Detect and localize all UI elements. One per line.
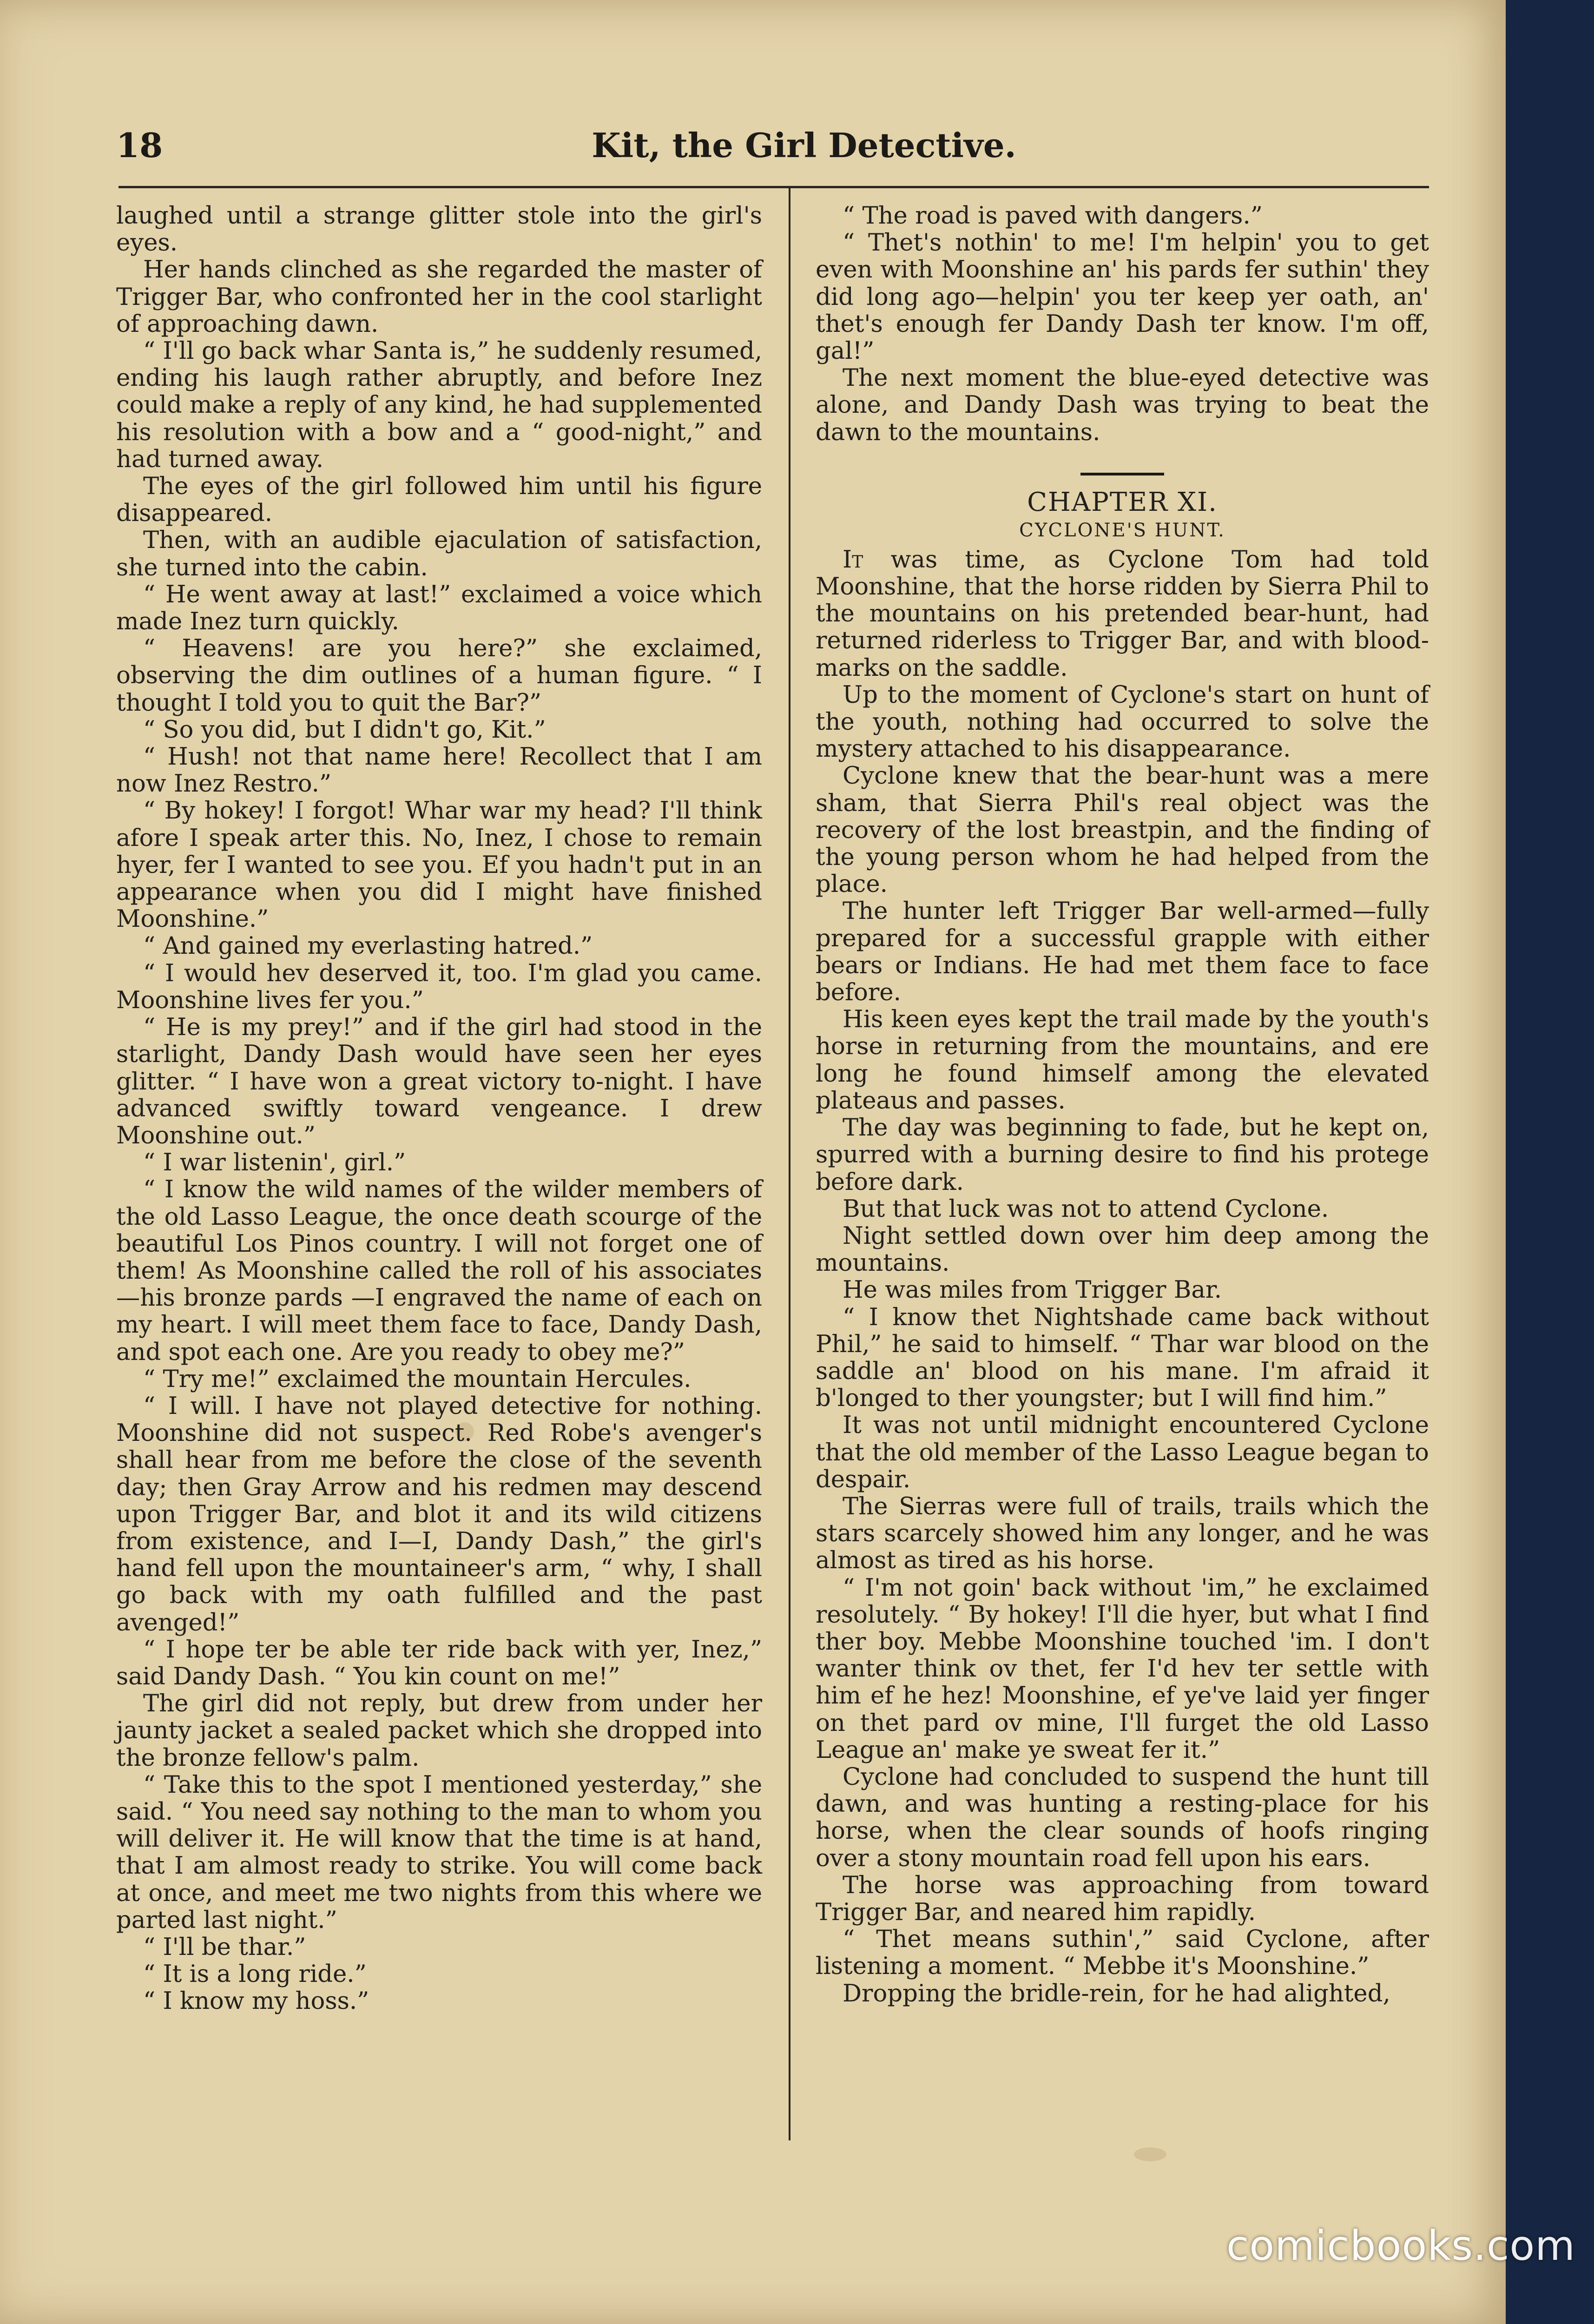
column-divider — [789, 188, 790, 2140]
paragraph: The girl did not reply, but drew from under her jaunty jacket a sealed packet which she dropped into the bronze fellow's palm. — [116, 1690, 762, 1772]
paragraph: His keen eyes kept the trail made by the youth's horse in returning from the mountains, and ere long he found himself among the elevated plateaus and passes. — [816, 1005, 1429, 1115]
paragraph: “ I know thet Nightshade came back without Phil,” he said to himself. “ Thar war blood on the saddle an' blood on his mane. I'm afraid it b'longed to ther youngster; but I will find him.” — [816, 1303, 1429, 1413]
paragraph: “ It is a long ride.” — [143, 1960, 367, 1988]
right-column — [816, 202, 1429, 2007]
paragraph: But that luck was not to attend Cyclone. — [843, 1195, 1329, 1223]
chapter-subtitle: CYCLONE'S HUNT. — [1019, 519, 1225, 541]
paragraph: Then, with an audible ejaculation of satisfaction, she turned into the cabin. — [116, 526, 762, 581]
paragraph: Her hands clinched as she regarded the master of Trigger Bar, who confronted her in the cool starlight of approaching dawn. — [116, 256, 762, 338]
paragraph: “ Thet means suthin',” said Cyclone, after listening a moment. “ Mebbe it's Moonshine.” — [816, 1925, 1429, 1981]
paragraph: “ Thet's nothin' to me! I'm helpin' you to get even with Moonshine an' his pards fer suthin' they did long ago—helpin' you ter keep yer oath, an' thet's enough fer Dandy Dash ter know. I'm off, gal!” — [816, 229, 1429, 365]
left-column — [116, 202, 762, 2015]
paragraph: Cyclone had concluded to suspend the hunt till dawn, and was hunting a resting-place for his horse, when the clear sounds of hoofs ringing over a stony mountain road fell upon his ears. — [816, 1763, 1429, 1872]
lead-text: was time, as Cyclone Tom had told Moonshine, that the horse ridden by Sierra Phil to the mountains on his pretended bear-hunt, had returned riderless to Trigger Bar, and with blood-marks on the saddle. — [816, 545, 1429, 682]
header-rule — [119, 186, 1429, 188]
page-header — [116, 125, 1436, 177]
source-watermark: comicbooks.com — [1226, 2222, 1575, 2270]
paper-stain — [1134, 2147, 1166, 2161]
paragraph: “ The road is paved with dangers.” — [843, 202, 1263, 230]
page-number: 18 — [116, 125, 163, 165]
paragraph: The Sierras were full of trails, trails which the stars scarcely showed him any longer, and he was almost as tired as his horse. — [816, 1492, 1429, 1575]
paragraph: “ Heavens! are you here?” she exclaimed, observing the dim outlines of a human figure. “ I thought I told you to quit the Bar?” — [116, 634, 762, 717]
paragraph: The horse was approaching from toward Trigger Bar, and neared him rapidly. — [816, 1871, 1429, 1926]
paragraph: The hunter left Trigger Bar well-armed—fully prepared for a successful grapple with either bears or Indians. He had met them face to face before. — [816, 897, 1429, 1007]
paragraph: “ I know the wild names of the wilder members of the old Lasso League, the once death scourge of the beautiful Los Pinos country. I will not forget one of them! As Moonshine called the roll of his associates—his bronze pards —I engraved the name of each on my heart. I will meet them face to face, Dandy Dash, and spot each one. Are you ready to obey me?” — [116, 1175, 762, 1366]
paragraph: “ I'll go back whar Santa is,” he suddenly resumed, ending his laugh rather abruptly, and before Inez could make a reply of any kind, he had supplemented his resolution with a bow and a “ good-night,” and had turned away. — [116, 337, 762, 473]
paragraph: Cyclone knew that the bear-hunt was a mere sham, that Sierra Phil's real object was the recovery of the lost breastpin, and the finding of the young person whom he had helped from the place. — [816, 762, 1429, 898]
section-rule — [1080, 473, 1164, 475]
chapter-title: CHAPTER XI. — [1027, 487, 1218, 517]
paragraph: Dropping the bridle-rein, for he had alighted, — [843, 1979, 1390, 2007]
paragraph: It was not until midnight encountered Cyclone that the old member of the Lasso League began to despair. — [816, 1411, 1429, 1493]
scan-background — [1506, 0, 1594, 2324]
paragraph: “ I'll be thar.” — [143, 1933, 306, 1961]
paragraph: “ I would hev deserved it, too. I'm glad you came. Moonshine lives fer you.” — [116, 959, 762, 1014]
chapter-opening-paragraph — [816, 546, 1429, 681]
paragraph: “ And gained my everlasting hatred.” — [143, 932, 593, 960]
running-title: Kit, the Girl Detective. — [592, 125, 1016, 165]
paragraph: “ So you did, but I didn't go, Kit.” — [143, 715, 546, 744]
paragraph: Night settled down over him deep among the mountains. — [816, 1221, 1429, 1277]
paragraph: “ Try me!” exclaimed the mountain Hercules. — [143, 1365, 692, 1393]
lead-word: It — [843, 545, 863, 574]
paragraph: “ I hope ter be able ter ride back with yer, Inez,” said Dandy Dash. “ You kin count on me!” — [116, 1635, 762, 1690]
paragraph: “ Hush! not that name here! Recollect that I am now Inez Restro.” — [116, 743, 762, 798]
paragraph: “ By hokey! I forgot! Whar war my head? I'll think afore I speak arter this. No, Inez, I chose to remain hyer, fer I wanted to see you. Ef you hadn't put in an appearance when you did I might have finished Moonshine.” — [116, 797, 762, 933]
paragraph: The day was beginning to fade, but he kept on, spurred with a burning desire to find his protege before dark. — [816, 1114, 1429, 1196]
paragraph: He was miles from Trigger Bar. — [843, 1276, 1222, 1304]
paragraph: “ I will. I have not played detective for nothing. Moonshine did not suspect. Red Robe's avenger's shall hear from me before the close of the seventh day; then Gray Arrow and his redmen may descend upon Trigger Bar, and blot it and its wild citizens from existence, and I—I, Dandy Dash,” the girl's hand fell upon the mountaineer's arm, “ why, I shall go back with my oath fulfilled and the past avenged!” — [116, 1392, 762, 1637]
paragraph: The eyes of the girl followed him until his figure disappeared. — [116, 472, 762, 528]
paragraph: “ He went away at last!” exclaimed a voice which made Inez turn quickly. — [116, 580, 762, 636]
paragraph: “ I'm not goin' back without 'im,” he exclaimed resolutely. “ By hokey! I'll die hyer, but what I find ther boy. Mebbe Moonshine touched 'im. I don't wanter think ov thet, fer I'd hev ter settle with him ef he hez! Moonshine, ef ye've laid yer finger on thet pard ov mine, I'll furget the old Lasso League an' make ye sweat fer it.” — [816, 1573, 1429, 1764]
paragraph: “ I war listenin', girl.” — [143, 1149, 406, 1177]
paragraph: Up to the moment of Cyclone's start on hunt of the youth, nothing had occurred to solve the mystery attached to his disappearance. — [816, 680, 1429, 763]
paragraph: “ Take this to the spot I mentioned yesterday,” she said. “ You need say nothing to the man to whom you will deliver it. He will know that the time is at hand, that I am almost ready to strike. You will come back at once, and meet me two nights from this where we parted last night.” — [116, 1770, 762, 1934]
paragraph: “ I know my hoss.” — [143, 1987, 369, 2015]
paragraph: “ He is my prey!” and if the girl had stood in the starlight, Dandy Dash would have seen her eyes glitter. “ I have won a great victory to-night. I have advanced swiftly toward vengeance. I drew Moonshine out.” — [116, 1013, 762, 1149]
paragraph: The next moment the blue-eyed detective was alone, and Dandy Dash was trying to beat the dawn to the mountains. — [816, 364, 1429, 446]
paragraph: laughed until a strange glitter stole into the girl's eyes. — [116, 202, 762, 257]
